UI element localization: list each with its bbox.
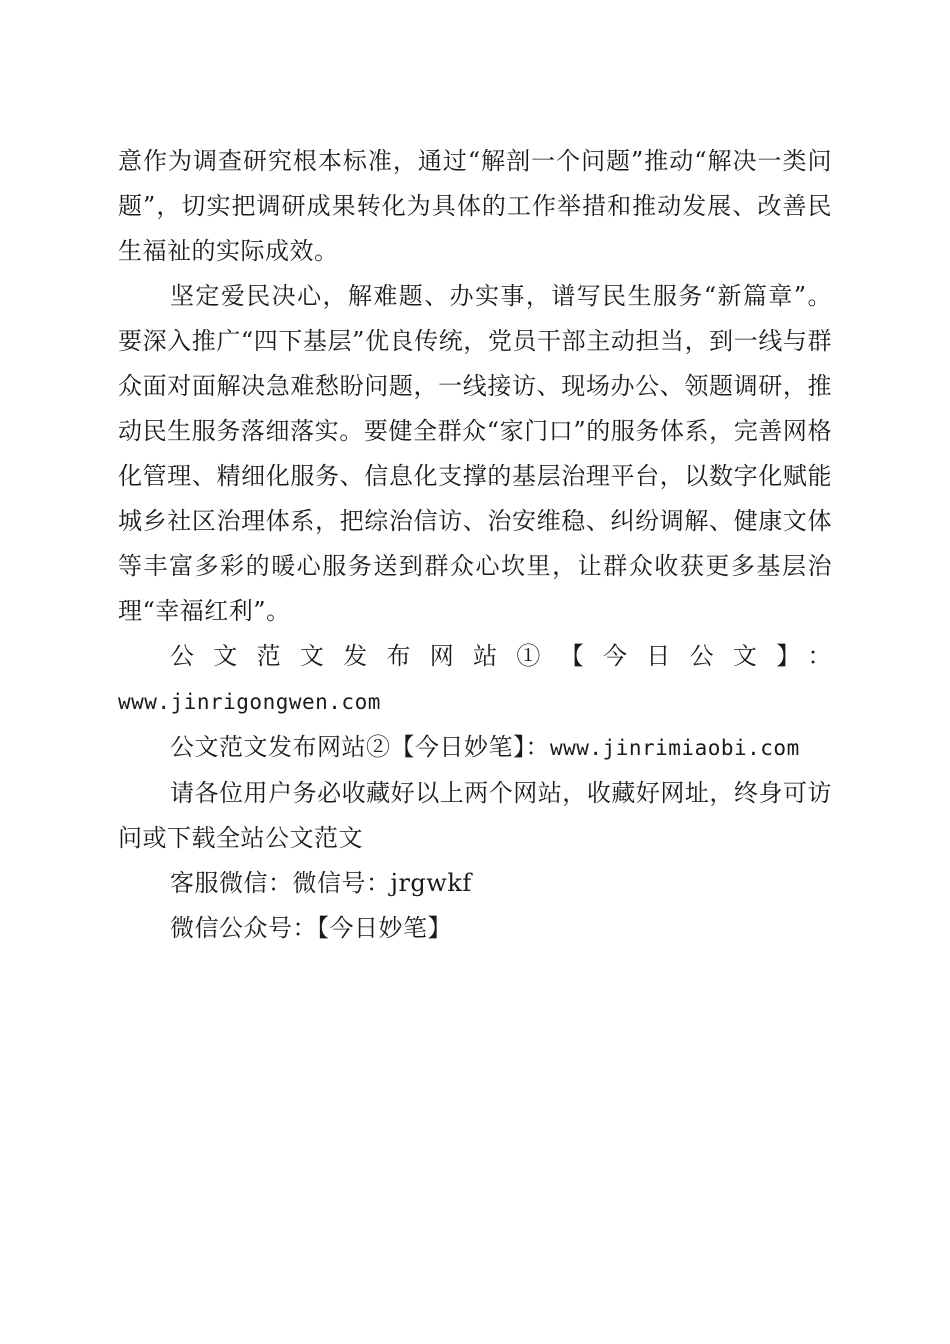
- body-paragraph-1: 意作为调查研究根本标准，通过“解剖一个问题”推动“解决一类问题”，切实把调研成果转化为具体的工作举措和推动发展、改善民生福祉的实际成效。: [118, 147, 832, 265]
- bookmark-notice: 请各位用户务必收藏好以上两个网站，收藏好网址，终身可访问或下载全站公文范文: [118, 779, 832, 852]
- document-body: [118, 139, 832, 951]
- body-paragraph-2: 坚定爱民决心，解难题、办实事，谱写民生服务“新篇章”。要深入推广“四下基层”优良传统，党员干部主动担当，到一线与群众面对面解决急难愁盼问题，一线接访、现场办公、领题调研，推动民生服务落细落实。要健全群众“家门口”的服务体系，完善网格化管理、精细化服务、信息化支撑的基层治理平台，以数字化赋能城乡社区治理体系，把综治信访、治安维稳、纠纷调解、健康文体等丰富多彩的暖心服务送到群众心坎里，让群众收获更多基层治理“幸福红利”。: [118, 282, 832, 625]
- site-2-line: [118, 725, 832, 771]
- site-1-url-line: [118, 679, 832, 725]
- site-1-label: 公文范文发布网站①【今日公文】：: [170, 642, 832, 670]
- service-wechat: 客服微信：微信号：jrgwkf: [170, 869, 472, 897]
- site-2-label: 公文范文发布网站②【今日妙笔】：: [170, 733, 550, 761]
- official-account: 微信公众号：【今日妙笔】: [170, 914, 452, 942]
- site-2-url[interactable]: www.jinrimiaobi.com: [550, 736, 800, 760]
- site-1-line: [118, 634, 832, 679]
- site-1-url[interactable]: www.jinrigongwen.com: [118, 690, 381, 714]
